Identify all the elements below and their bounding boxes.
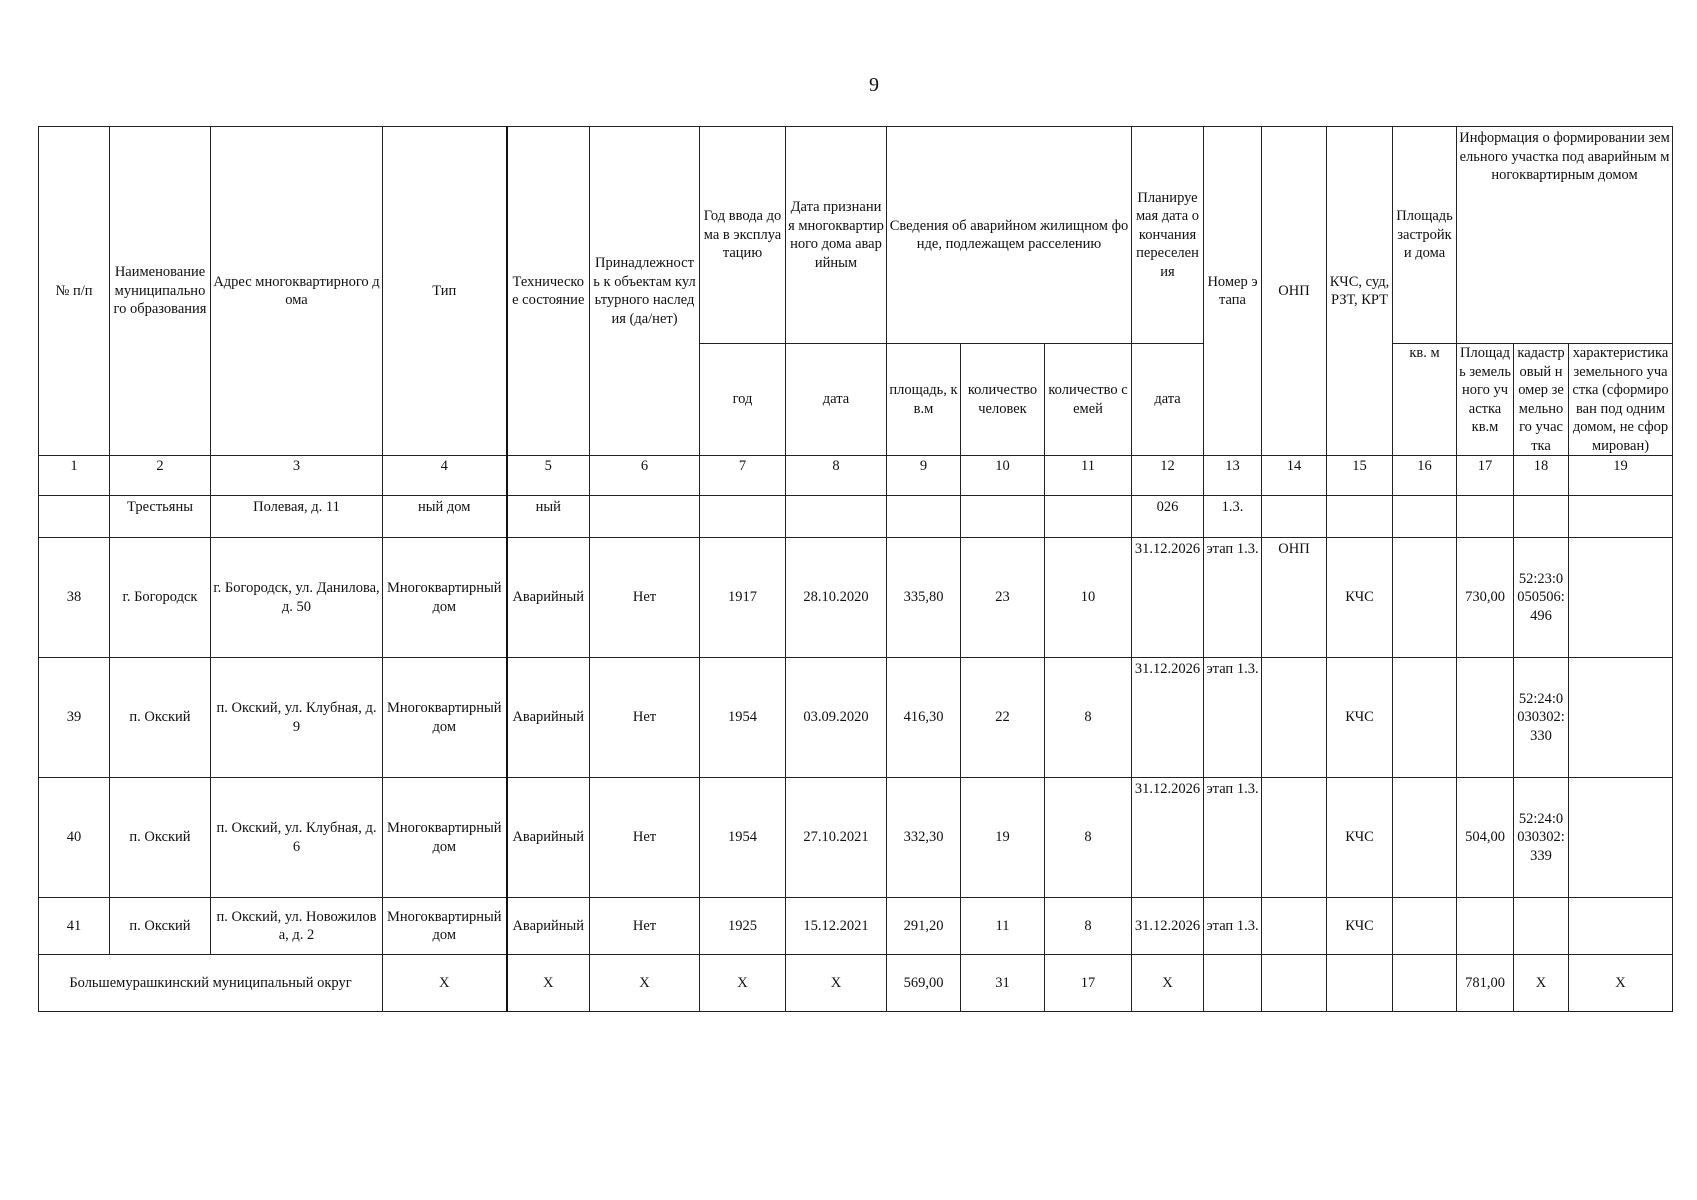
total-planned: X bbox=[1132, 955, 1204, 1012]
subheader-land-area bbox=[1457, 344, 1514, 456]
total-date: X bbox=[786, 955, 887, 1012]
row-year: 1954 bbox=[700, 778, 786, 898]
col-number: 14 bbox=[1262, 456, 1327, 496]
table-row bbox=[39, 898, 1673, 955]
row-land-char bbox=[1569, 898, 1673, 955]
row-area: 335,80 bbox=[887, 538, 961, 658]
header-condition: Техническое состояние bbox=[507, 127, 590, 456]
row-onp bbox=[1262, 658, 1327, 778]
row-families: 8 bbox=[1045, 778, 1132, 898]
header-row bbox=[39, 127, 1673, 344]
header-municipality: Наименование муниципального образования bbox=[110, 127, 211, 456]
header-address: Адрес многоквартирного дома bbox=[211, 127, 383, 456]
row-type: Многоквартирный дом bbox=[383, 898, 507, 955]
row-area: 291,20 bbox=[887, 898, 961, 955]
row-heritage: Нет bbox=[590, 778, 700, 898]
row-onp bbox=[1262, 898, 1327, 955]
header-stage-num: Номер этапа bbox=[1204, 127, 1262, 456]
subheader-land-area-label: Площадь земельного участка bbox=[1459, 345, 1511, 417]
row-type: Многоквартирный дом bbox=[383, 538, 507, 658]
row-heritage: Нет bbox=[590, 898, 700, 955]
col-number: 17 bbox=[1457, 456, 1514, 496]
row-condition: Аварийный bbox=[507, 658, 590, 778]
row-build-area bbox=[1393, 898, 1457, 955]
total-land-area: 781,00 bbox=[1457, 955, 1514, 1012]
row-type: Многоквартирный дом bbox=[383, 778, 507, 898]
row-condition: Аварийный bbox=[507, 898, 590, 955]
col-number: 9 bbox=[887, 456, 961, 496]
row-num: 39 bbox=[39, 658, 110, 778]
total-type: X bbox=[383, 955, 507, 1012]
total-land-char: X bbox=[1569, 955, 1673, 1012]
row-kchs: КЧС bbox=[1327, 538, 1393, 658]
subheader-area: площадь, кв.м bbox=[887, 344, 961, 456]
row-cadastral: 52:24:0030302:339 bbox=[1514, 778, 1569, 898]
total-year: X bbox=[700, 955, 786, 1012]
col-number: 5 bbox=[507, 456, 590, 496]
row-build-area bbox=[1393, 538, 1457, 658]
total-families: 17 bbox=[1045, 955, 1132, 1012]
header-fund-info: Сведения об аварийном жилищном фонде, подлежащем расселению bbox=[887, 127, 1132, 344]
row-municipality: п. Окский bbox=[110, 658, 211, 778]
row-address: п. Окский, ул. Клубная, д. 6 bbox=[211, 778, 383, 898]
header-land-info: Информация о формировании земельного участка под аварийным многоквартирным домом bbox=[1457, 127, 1673, 344]
row-land-area: 504,00 bbox=[1457, 778, 1514, 898]
header-build-area: Площадь застройки дома bbox=[1393, 127, 1457, 344]
col-number: 2 bbox=[110, 456, 211, 496]
row-municipality: п. Окский bbox=[110, 898, 211, 955]
row-date: 03.09.2020 bbox=[786, 658, 887, 778]
subheader-planned: дата bbox=[1132, 344, 1204, 456]
col-number: 16 bbox=[1393, 456, 1457, 496]
col-number: 1 bbox=[39, 456, 110, 496]
row-cadastral: 52:24:0030302:330 bbox=[1514, 658, 1569, 778]
page-number: 9 bbox=[869, 74, 879, 96]
row-cadastral: 52:23:0050506:496 bbox=[1514, 538, 1569, 658]
row-municipality: п. Окский bbox=[110, 778, 211, 898]
row-land-char bbox=[1569, 658, 1673, 778]
row-date: 28.10.2020 bbox=[786, 538, 887, 658]
cont-stage: 1.3. bbox=[1204, 496, 1262, 538]
row-year: 1925 bbox=[700, 898, 786, 955]
col-number: 18 bbox=[1514, 456, 1569, 496]
row-condition: Аварийный bbox=[507, 538, 590, 658]
col-number: 12 bbox=[1132, 456, 1204, 496]
row-land-char bbox=[1569, 538, 1673, 658]
row-municipality: г. Богородск bbox=[110, 538, 211, 658]
row-kchs: КЧС bbox=[1327, 778, 1393, 898]
total-build-area bbox=[1393, 955, 1457, 1012]
row-families: 8 bbox=[1045, 658, 1132, 778]
row-date: 15.12.2021 bbox=[786, 898, 887, 955]
col-number: 19 bbox=[1569, 456, 1673, 496]
total-cadastral: X bbox=[1514, 955, 1569, 1012]
row-num: 41 bbox=[39, 898, 110, 955]
row-planned: 31.12.2026 bbox=[1132, 538, 1204, 658]
row-planned: 31.12.2026 bbox=[1132, 658, 1204, 778]
row-address: г. Богородск, ул. Данилова, д. 50 bbox=[211, 538, 383, 658]
row-land-area bbox=[1457, 658, 1514, 778]
row-people: 23 bbox=[961, 538, 1045, 658]
col-number: 3 bbox=[211, 456, 383, 496]
total-condition: X bbox=[507, 955, 590, 1012]
emergency-housing-table bbox=[38, 126, 1673, 1012]
row-kchs: КЧС bbox=[1327, 898, 1393, 955]
row-people: 11 bbox=[961, 898, 1045, 955]
row-area: 416,30 bbox=[887, 658, 961, 778]
row-onp bbox=[1262, 778, 1327, 898]
total-area: 569,00 bbox=[887, 955, 961, 1012]
row-land-char bbox=[1569, 778, 1673, 898]
row-date: 27.10.2021 bbox=[786, 778, 887, 898]
row-build-area bbox=[1393, 658, 1457, 778]
row-planned: 31.12.2026 bbox=[1132, 898, 1204, 955]
row-type: Многоквартирный дом bbox=[383, 658, 507, 778]
row-kchs: КЧС bbox=[1327, 658, 1393, 778]
table-row bbox=[39, 538, 1673, 658]
subheader-cadastral: кадастровый номер земельного участка bbox=[1514, 344, 1569, 456]
row-onp: ОНП bbox=[1262, 538, 1327, 658]
cont-planned: 026 bbox=[1132, 496, 1204, 538]
col-number: 8 bbox=[786, 456, 887, 496]
row-planned: 31.12.2026 bbox=[1132, 778, 1204, 898]
col-number: 6 bbox=[590, 456, 700, 496]
continued-row bbox=[39, 496, 1673, 538]
subheader-date: дата bbox=[786, 344, 887, 456]
header-planned-date: Планируемая дата окончания переселения bbox=[1132, 127, 1204, 344]
col-number: 13 bbox=[1204, 456, 1262, 496]
row-stage: этап 1.3. bbox=[1204, 538, 1262, 658]
row-land-area bbox=[1457, 898, 1514, 955]
col-number: 4 bbox=[383, 456, 507, 496]
total-stage bbox=[1204, 955, 1262, 1012]
total-onp bbox=[1262, 955, 1327, 1012]
row-address: п. Окский, ул. Новожилова, д. 2 bbox=[211, 898, 383, 955]
col-number: 15 bbox=[1327, 456, 1393, 496]
header-heritage: Принадлежность к объектам культурного наследия (да/нет) bbox=[590, 127, 700, 456]
col-number: 11 bbox=[1045, 456, 1132, 496]
header-onp: ОНП bbox=[1262, 127, 1327, 456]
row-heritage: Нет bbox=[590, 538, 700, 658]
row-year: 1917 bbox=[700, 538, 786, 658]
row-address: п. Окский, ул. Клубная, д. 9 bbox=[211, 658, 383, 778]
col-number: 10 bbox=[961, 456, 1045, 496]
subheader-land-char: характеристика земельного участка (сформирован под одним домом, не сформирован) bbox=[1569, 344, 1673, 456]
row-families: 10 bbox=[1045, 538, 1132, 658]
subheader-families: количество семей bbox=[1045, 344, 1132, 456]
row-stage: этап 1.3. bbox=[1204, 778, 1262, 898]
header-type: Тип bbox=[383, 127, 507, 456]
cont-municipality: Трестьяны bbox=[110, 496, 211, 538]
total-people: 31 bbox=[961, 955, 1045, 1012]
row-stage: этап 1.3. bbox=[1204, 898, 1262, 955]
subheader-build-unit: кв. м bbox=[1393, 344, 1457, 456]
total-heritage: X bbox=[590, 955, 700, 1012]
cont-address: Полевая, д. 11 bbox=[211, 496, 383, 538]
row-heritage: Нет bbox=[590, 658, 700, 778]
col-number: 7 bbox=[700, 456, 786, 496]
row-condition: Аварийный bbox=[507, 778, 590, 898]
row-cadastral bbox=[1514, 898, 1569, 955]
header-num: № п/п bbox=[39, 127, 110, 456]
row-people: 19 bbox=[961, 778, 1045, 898]
total-row bbox=[39, 955, 1673, 1012]
total-kchs bbox=[1327, 955, 1393, 1012]
row-people: 22 bbox=[961, 658, 1045, 778]
cont-condition: ный bbox=[507, 496, 590, 538]
table-row bbox=[39, 658, 1673, 778]
header-date-emergency: Дата признания многоквартирного дома аварийным bbox=[786, 127, 887, 344]
table-row bbox=[39, 778, 1673, 898]
row-num: 40 bbox=[39, 778, 110, 898]
column-numbers-row bbox=[39, 456, 1673, 496]
row-area: 332,30 bbox=[887, 778, 961, 898]
subheader-people: количество человек bbox=[961, 344, 1045, 456]
subheader-land-unit: кв.м bbox=[1471, 419, 1499, 435]
row-stage: этап 1.3. bbox=[1204, 658, 1262, 778]
header-kchs: КЧС, суд, РЗТ, КРТ bbox=[1327, 127, 1393, 456]
row-num: 38 bbox=[39, 538, 110, 658]
row-build-area bbox=[1393, 778, 1457, 898]
row-families: 8 bbox=[1045, 898, 1132, 955]
total-label: Большемурашкинский муниципальный округ bbox=[39, 955, 383, 1012]
header-year-in: Год ввода дома в эксплуатацию bbox=[700, 127, 786, 344]
cont-type: ный дом bbox=[383, 496, 507, 538]
row-year: 1954 bbox=[700, 658, 786, 778]
subheader-year: год bbox=[700, 344, 786, 456]
row-land-area: 730,00 bbox=[1457, 538, 1514, 658]
